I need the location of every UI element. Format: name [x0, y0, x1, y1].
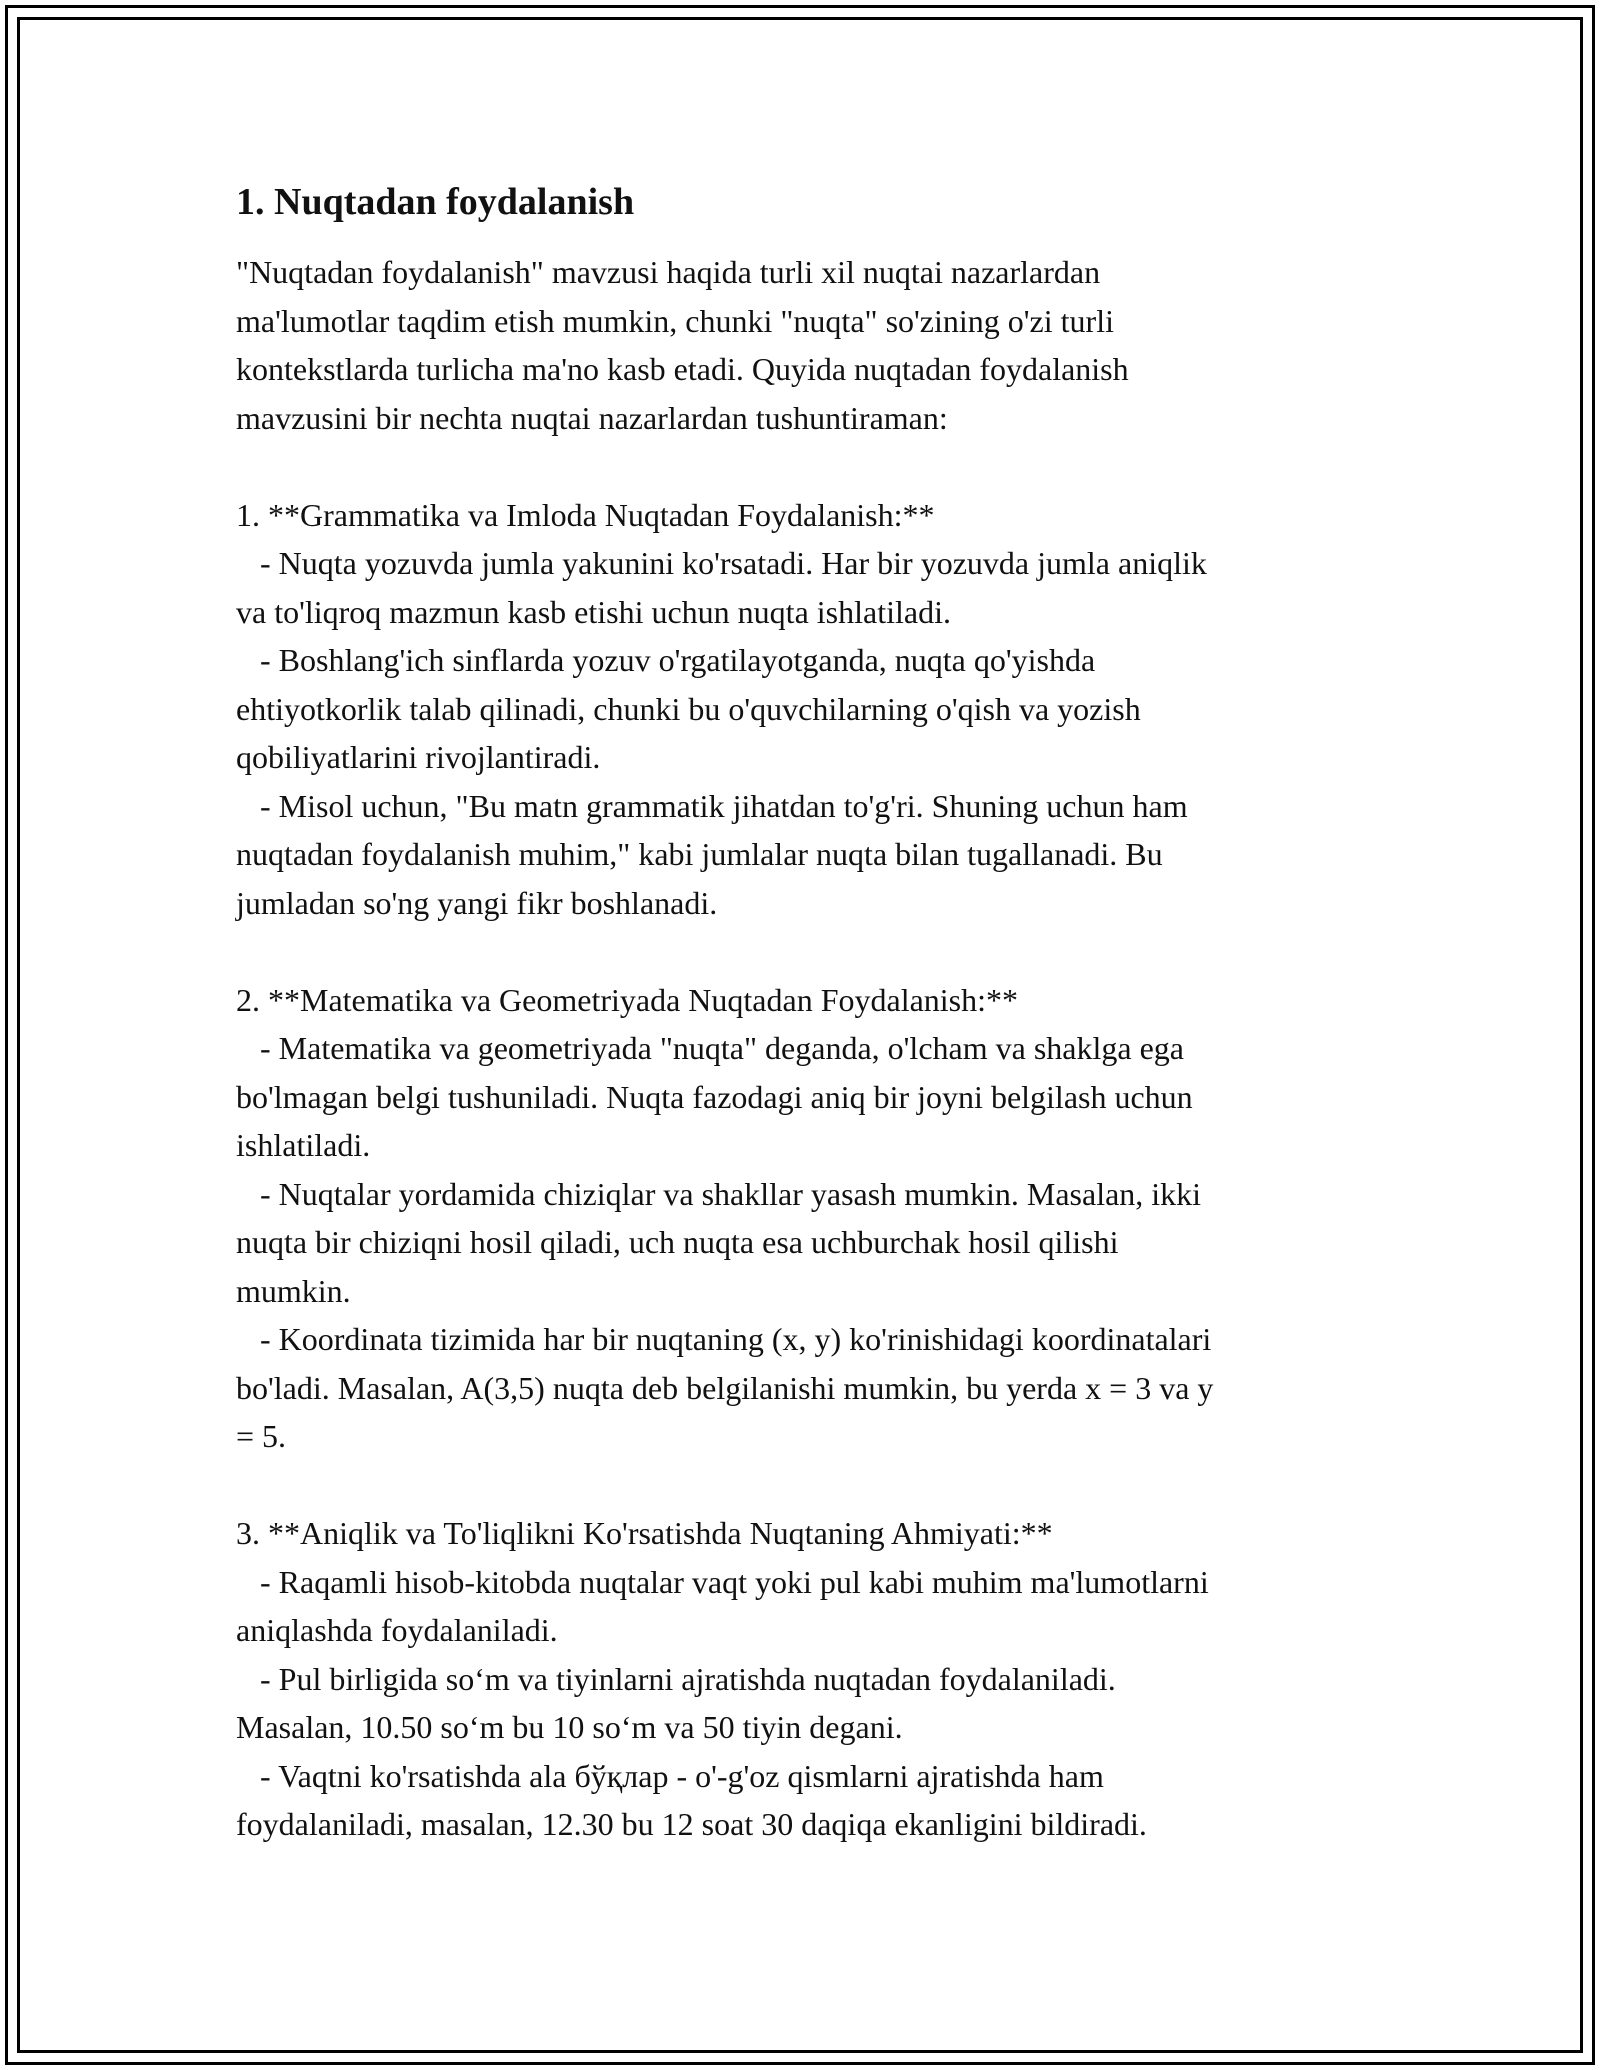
text-line: Masalan, 10.50 so‘m bu 10 so‘m va 50 tiyin degani. — [236, 1709, 903, 1745]
text-line: bo'lmagan belgi tushuniladi. Nuqta fazodagi aniq bir joyni belgilash uchun — [236, 1078, 1193, 1115]
text-line: ishlatiladi. — [236, 1127, 371, 1163]
text-line: foydalaniladi, masalan, 12.30 bu 12 soat 30 daqiqa ekanligini bildiradi. — [236, 1806, 1147, 1842]
document-body — [236, 178, 1386, 1849]
text-line: = 5. — [236, 1418, 287, 1454]
text-line: - Vaqtni ko'rsatishda ala бўқлар - o'-g'oz qismlarni ajratishda ham — [236, 1757, 1104, 1794]
text-line: - Nuqtalar yordamida chiziqlar va shakllar yasash mumkin. Masalan, ikki — [236, 1175, 1202, 1212]
paragraph-gap — [236, 442, 1386, 491]
text-line: - Matematika va geometriyada "nuqta" deganda, o'lcham va shaklga ega — [236, 1030, 1184, 1066]
text-line: - Koordinata tizimida har bir nuqtaning (x, y) ko'rinishidagi koordinatalari — [236, 1321, 1212, 1357]
text-line: - Misol uchun, "Bu matn grammatik jihatdan to'g'ri. Shuning uchun ham — [236, 787, 1188, 824]
text-line: - Nuqta yozuvda jumla yakunini ko'rsatadi. Har bir yozuvda jumla aniqlik — [236, 545, 1207, 581]
text-line: qobiliyatlarini rivojlantiradi. — [236, 739, 601, 775]
text-line: mavzusini bir nechta nuqtai nazarlardan tushuntiraman: — [236, 399, 948, 436]
text-line: kontekstlarda turlicha ma'no kasb etadi. Quyida nuqtadan foydalanish — [236, 351, 1129, 387]
document-title: 1. Nuqtadan foydalanish — [236, 181, 635, 223]
text-line: ma'lumotlar taqdim etish mumkin, chunki "nuqta" so'zining o'zi turli — [236, 302, 1114, 339]
text-line: jumladan so'ng yangi fikr boshlanadi. — [236, 884, 718, 921]
section-math — [236, 976, 1386, 1461]
text-line: aniqlashda foydalaniladi. — [236, 1612, 558, 1648]
text-line: ehtiyotkorlik talab qilinadi, chunki bu o'quvchilarning o'qish va yozish — [236, 690, 1141, 727]
intro-paragraph — [236, 248, 1386, 442]
text-line: nuqtadan foydalanish muhim," kabi jumlalar nuqta bilan tugallanadi. Bu — [236, 836, 1163, 872]
text-line: nuqta bir chiziqni hosil qiladi, uch nuqta esa uchburchak hosil qilishi — [236, 1224, 1119, 1260]
text-line: mumkin. — [236, 1272, 351, 1309]
section-heading: 2. **Matematika va Geometriyada Nuqtadan Foydalanish:** — [236, 981, 1019, 1018]
text-line: va to'liqroq mazmun kasb etishi uchun nuqta ishlatiladi. — [236, 593, 951, 630]
text-line: - Boshlang'ich sinflarda yozuv o'rgatilayotganda, nuqta qo'yishda — [236, 642, 1096, 678]
paragraph-gap — [236, 1461, 1386, 1510]
section-heading: 1. **Grammatika va Imloda Nuqtadan Foydalanish:** — [236, 496, 935, 533]
text-line: - Pul birligida so‘m va tiyinlarni ajratishda nuqtadan foydalaniladi. — [236, 1660, 1116, 1697]
section-grammar — [236, 491, 1386, 928]
text-line: "Nuqtadan foydalanish" mavzusi haqida turli xil nuqtai nazarlardan — [236, 254, 1101, 290]
section-heading: 3. **Aniqlik va To'liqlikni Ko'rsatishda Nuqtaning Ahmiyati:** — [236, 1515, 1053, 1551]
paragraph-gap — [236, 927, 1386, 976]
section-precision — [236, 1509, 1386, 1849]
text-line: bo'ladi. Masalan, A(3,5) nuqta deb belgilanishi mumkin, bu yerda x = 3 va y — [236, 1369, 1214, 1406]
text-line: - Raqamli hisob-kitobda nuqtalar vaqt yoki pul kabi muhim ma'lumotlarni — [236, 1563, 1209, 1600]
